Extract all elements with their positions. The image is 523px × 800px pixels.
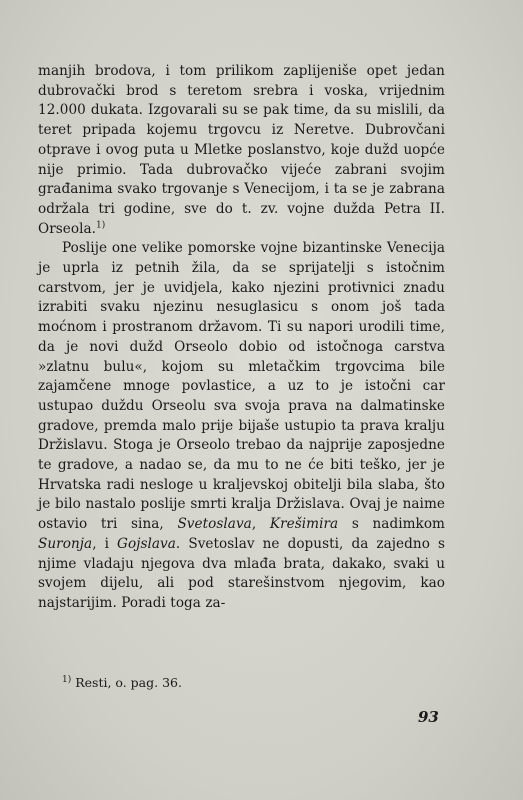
paragraph-2-part-3: . Svetoslav ne dopusti, da zajedno s njime vladaju njegova dva mlađa brata, dakako, svaki u svojem dijelu, ali pod starešinstvom njegovim, kao najstarijim. Poradi toga za- [38,535,445,611]
page-number: 93 [418,708,439,726]
name-gojslav: Gojslava [117,535,176,552]
body-text [38,62,445,614]
footnote-reference: 1) [96,220,106,231]
paragraph-2-part-1: Poslije one velike pomorske vojne bizantinske Venecija je uprla iz petnih žila, da se sprijatelji s istočnim carstvom, jer je uvidjela, kako njezini protivnici znadu izrabiti svaku njezinu nesuglasicu s onom još tada moćnom i prostranom državom. Ti su napori urodili time, da je novi dužd Orseolo dobio od istočnoga carstva »zlatnu bulu«, kojom su mletačkim trgovcima bile zajamčene mnoge povlastice, a uz to je istočni car ustupao duždu Orseolu sva svoja prava na dalmatinske gradove, premda malo prije bijaše ustupio ta prava kralju Držislavu. Stoga je Orseolo trebao da najprije zaposjedne te gradove, a nadao se, da mu to ne će biti teško, jer je Hrvatska radi nesloge u kraljevskoj obitelji bila slaba, što je bilo nastalo poslije smrti kralja Držislava. Ovaj je naime ostavio tri sina, [38,240,445,533]
name-svetoslav: Svetoslava [177,516,252,533]
footnote-text: Resti, o. pag. 36. [71,675,182,690]
paragraph-1-text: manjih brodova, i tom prilikom zaplijeniše opet jedan dubrovački brod s teretom srebra i voska, vrijednim 12.000 dukata. Izgovarali su se pak time, da su mislili, da teret pripada kojemu trgovcu iz Neretve. Dubrovčani otprave i ovog puta u Mletke poslanstvo, koje dužd uopće nije primio. Tada dubrovačko vijeće zabrani svojim građanima svako trgovanje s Venecijom, i ta se je zabrana održala tri godine, sve do t. zv. vojne dužda Petra II. Orseola. [38,63,445,237]
footnote-number: 1) [62,674,72,685]
paragraph-1 [38,62,445,239]
name-suronja: Suronja [38,535,93,552]
separator-2: , i [92,535,118,552]
paragraph-2 [38,239,445,613]
footnote [62,675,182,691]
separator-1: , [251,516,270,533]
paragraph-2-part-2: s nadimkom [338,516,445,533]
name-kresimir: Krešimira [269,516,339,533]
